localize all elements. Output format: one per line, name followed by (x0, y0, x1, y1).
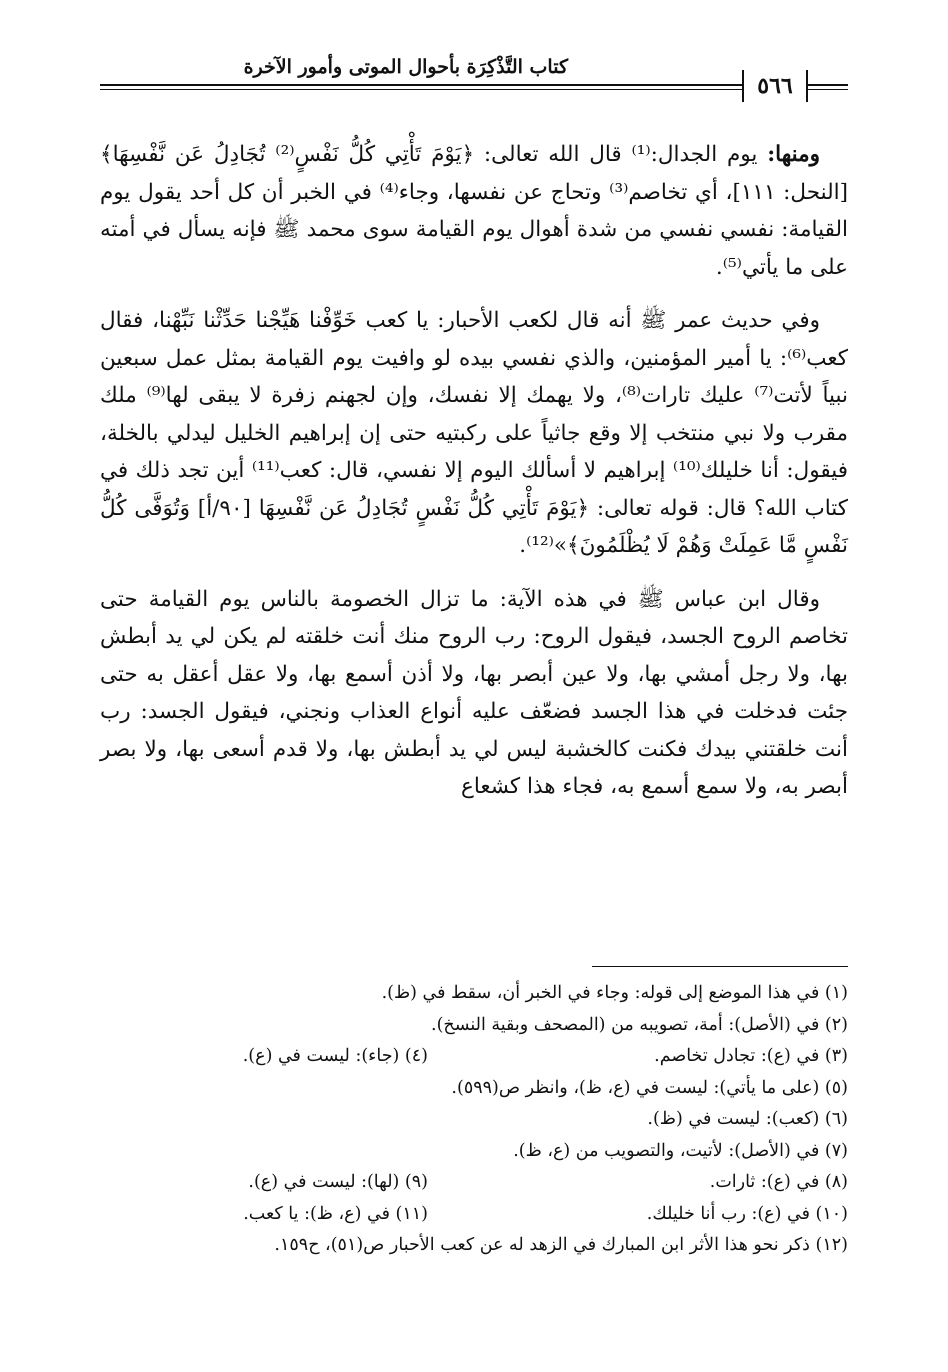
footnote-line (100, 978, 848, 1010)
footnote: (٨) في (ع): ثارات. (709, 1172, 848, 1192)
paragraph-2: وفي حديث عمر ﷺ أنه قال لكعب الأحبار: يا كعب خَوِّفْنا هَيِّجْنا حَدِّثْنا نَبِّهْنا، فقال كعب⁽⁶⁾: يا أمير المؤمنين، والذي نفسي بيده لو وافيت يوم القيامة بمثل عمل سبعين نبياً لأتت⁽⁷⁾ عليك تارات⁽⁸⁾، ولا يهمك إلا نفسك، وإن لجهنم زفرة لا يبقى لها⁽⁹⁾ ملك مقرب ولا نبي منتخب إلا وقع جاثياً على ركبتيه حتى إن إبراهيم الخليل ليدلي بالخلة، فيقول: أنا خليلك⁽¹⁰⁾ إبراهيم لا أسألك اليوم إلا نفسي، قال: كعب⁽¹¹⁾ أين تجد ذلك في كتاب الله؟ قال: قوله تعالى: ﴿يَوْمَ تَأْتِي كُلُّ نَفْسٍ تُجَادِلُ عَن نَّفْسِهَا [٩٠/أ] وَتُوَفَّى كُلُّ نَفْسٍ مَّا عَمِلَتْ وَهُمْ لَا يُظْلَمُونَ﴾»⁽¹²⁾. (100, 308, 848, 558)
footnote: (٥) (على ما يأتي): ليست في (ع، ظ)، وانظر ص(٥٩٩). (451, 1077, 848, 1098)
header-rule-thin (100, 89, 848, 90)
paragraph-lead: ومنها: (767, 142, 820, 167)
footnote: (٢) في (الأصل): أمة، تصويبه من (المصحف وبقية النسخ). (431, 1014, 848, 1035)
main-text (100, 136, 848, 822)
footnote-line (100, 1136, 848, 1168)
paragraph-1 (100, 136, 848, 286)
footnote: (١) في هذا الموضع إلى قوله: وجاء في الخبر أن، سقط في (ظ). (381, 983, 848, 1003)
footnote-separator (592, 966, 848, 967)
footnote: (١٠) في (ع): رب أنا خليلك. (646, 1203, 848, 1224)
footnote: (٤) (جاء): ليست في (ع). (242, 1046, 428, 1066)
footnote: (٦) (كعب): ليست في (ظ). (647, 1109, 848, 1129)
footnote-line (100, 1041, 848, 1073)
footnote-line (100, 1073, 848, 1105)
footnote-line (100, 1010, 848, 1042)
footnote: (١١) في (ع، ظ): يا كعب. (243, 1203, 428, 1224)
page-number: ٥٦٦ (742, 70, 808, 102)
running-title: كتاب التَّذْكِرَة بأحوال الموتى وأمور الآخرة (243, 56, 568, 78)
footnote: (٩) (لها): ليست في (ع). (248, 1172, 428, 1192)
footnote: (٧) في (الأصل): لأتيت، والتصويب من (ع، ظ). (513, 1140, 848, 1161)
footnote: (٣) في (ع): تجادل تخاصم. (654, 1046, 848, 1066)
footnote-line (100, 1104, 848, 1136)
paragraph-3: وقال ابن عباس ﷺ في هذه الآية: ما تزال الخصومة بالناس يوم القيامة حتى تخاصم الروح الجسد، فيقول الروح: رب الروح منك أنت خلقته لم يكن لي يد أبطش بها، ولا رجل أمشي بها، ولا عين أبصر بها، ولا أذن أسمع بها، ولا عقل أعقل به حتى جئت فدخلت في هذا الجسد فضعّف عليه أنواع العذاب ونجني، فيقول الجسد: رب أنت خلقتني بيدك فكنت كالخشبة ليس لي يد أبطش بها، ولا قدم أسعى بها، ولا بصر أبصر به، ولا سمع أسمع به، فجاء هذا كشعاع (100, 586, 848, 799)
footnote-line (100, 1167, 848, 1199)
footnote-line (100, 1199, 848, 1231)
footnote: (١٢) ذكر نحو هذا الأثر ابن المبارك في الزهد له عن كعب الأحبار ص(٥١)، ح١٥٩. (274, 1235, 848, 1255)
footnote-line (100, 1230, 848, 1262)
header-rule (100, 84, 848, 86)
footnotes (100, 978, 848, 1262)
paragraph-1-text: يوم الجدال:⁽¹⁾ قال الله تعالى: ﴿يَوْمَ تَأْتِي كُلُّ نَفْسٍ⁽²⁾ تُجَادِلُ عَن نَّفْسِهَا﴾ [النحل: ١١١]، أي تخاصم⁽³⁾ وتحاج عن نفسها، وجاء⁽⁴⁾ في الخبر أن كل أحد يقول يوم القيامة: نفسي نفسي من شدة أهوال يوم القيامة سوى محمد ﷺ فإنه يسأل في أمته على ما يأتي⁽⁵⁾. (100, 142, 848, 280)
